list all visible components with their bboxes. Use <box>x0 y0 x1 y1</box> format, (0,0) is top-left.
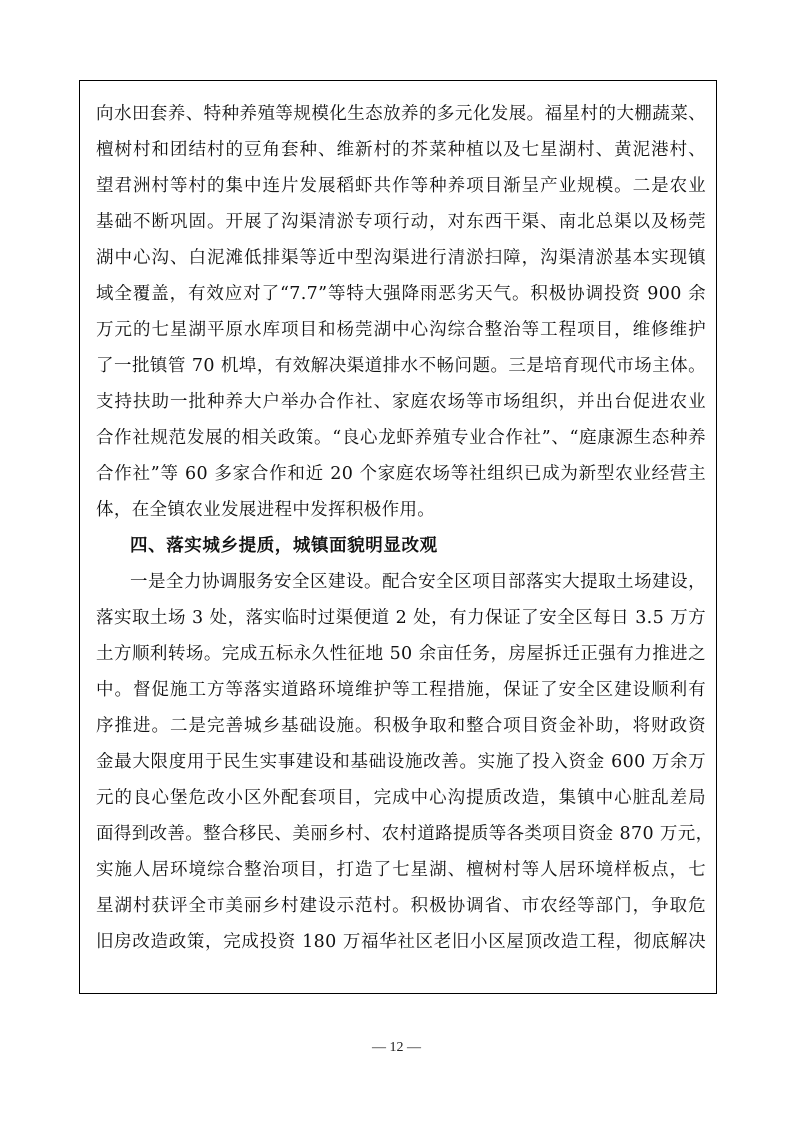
text-line: 万元的七星湖平原水库项目和杨莞湖中心沟综合整治等工程项目，维修维护 <box>96 320 706 340</box>
text-line: 一是全力协调服务安全区建设。配合安全区项目部落实大提取土场建设， <box>130 572 706 592</box>
text-line: 面得到改善。整合移民、美丽乡村、农村道路提质等各类项目资金 870 万元， <box>96 824 714 844</box>
section-heading: 四、落实城乡提质，城镇面貌明显改观 <box>130 536 438 556</box>
text-line: 星湖村获评全市美丽乡村建设示范村。积极协调省、市农经等部门，争取危 <box>96 896 706 916</box>
text-line: 望君洲村等村的集中连片发展稻虾共作等种养项目渐呈产业规模。二是农业 <box>96 176 706 196</box>
text-line: 了一批镇管 70 机埠，有效解决渠道排水不畅问题。三是培育现代市场主体。 <box>96 356 706 376</box>
text-line: 基础不断巩固。开展了沟渠清淤专项行动，对东西干渠、南北总渠以及杨莞 <box>96 212 706 232</box>
text-line: 实施人居环境综合整治项目，打造了七星湖、檀树村等人居环境样板点，七 <box>96 860 706 880</box>
text-line: 元的良心堡危改小区外配套项目，完成中心沟提质改造，集镇中心脏乱差局 <box>96 788 706 808</box>
document-frame <box>79 80 717 994</box>
text-line: 中。督促施工方等落实道路环境维护等工程措施，保证了安全区建设顺利有 <box>96 680 706 700</box>
text-line: 序推进。二是完善城乡基础设施。积极争取和整合项目资金补助，将财政资 <box>96 716 706 736</box>
text-line: 合作社规范发展的相关政策。“良心龙虾养殖专业合作社”、“庭康源生态种养 <box>96 428 706 448</box>
text-line: 旧房改造政策，完成投资 180 万福华社区老旧小区屋顶改造工程，彻底解决 <box>96 932 706 952</box>
text-line: 土方顺利转场。完成五标永久性征地 50 余亩任务，房屋拆迁正强有力推进之 <box>96 644 706 664</box>
text-line: 落实取土场 3 处，落实临时过渠便道 2 处，有力保证了安全区每日 3.5 万方 <box>96 608 706 628</box>
text-line: 檀树村和团结村的豆角套种、维新村的芥菜种植以及七星湖村、黄泥港村、 <box>96 140 706 160</box>
text-line: 域全覆盖，有效应对了“7.7”等特大强降雨恶劣天气。积极协调投资 900 余 <box>96 284 706 304</box>
text-line: 湖中心沟、白泥滩低排渠等近中型沟渠进行清淤扫障，沟渠清淤基本实现镇 <box>96 248 706 268</box>
page-number: — 12 — <box>372 1040 421 1055</box>
text-line: 支持扶助一批种养大户举办合作社、家庭农场等市场组织，并出台促进农业 <box>96 392 706 412</box>
text-line: 合作社”等 60 多家合作和近 20 个家庭农场等社组织已成为新型农业经营主 <box>96 464 706 484</box>
text-line: 体，在全镇农业发展进程中发挥积极作用。 <box>96 500 436 520</box>
text-line: 金最大限度用于民生实事建设和基础设施改善。实施了投入资金 600 万余万 <box>96 752 706 772</box>
text-line: 向水田套养、特种养殖等规模化生态放养的多元化发展。福星村的大棚蔬菜、 <box>96 104 706 124</box>
